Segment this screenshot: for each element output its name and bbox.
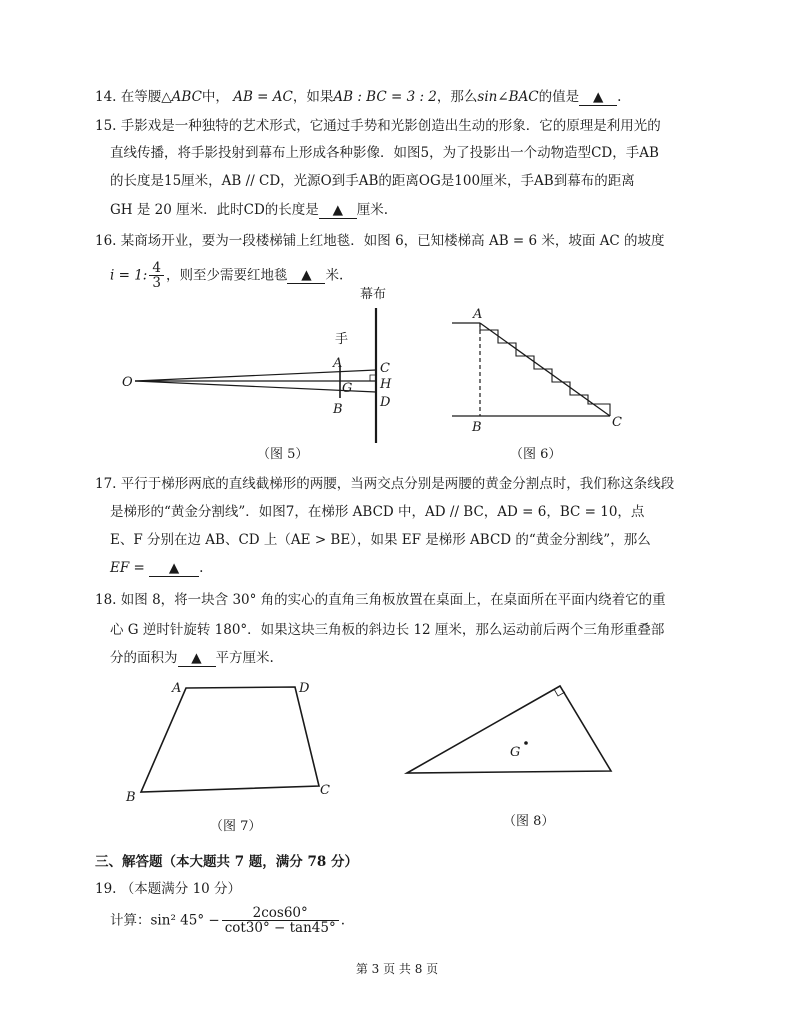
question-15-line-4 bbox=[110, 200, 388, 220]
q17-line-3: E、F 分别在边 AB、CD 上（AE > BE），如果 EF 是梯形 ABCD 的“黄金分割线”，那么 bbox=[110, 532, 651, 548]
fig6-label-a: A bbox=[473, 307, 483, 322]
question-18-line-3 bbox=[110, 648, 274, 668]
q14-text-c: ，如果 bbox=[292, 89, 334, 105]
q14-number: 14. bbox=[95, 89, 117, 105]
q15-line-1-text: 手影戏是一种独特的艺术形式，它通过手势和光影创造出生动的形象．它的原理是利用光的 bbox=[120, 118, 661, 134]
section-3-title: 三、解答题（本大题共 7 题，满分 78 分） bbox=[95, 854, 358, 870]
q14-condition-1: AB = AC bbox=[233, 89, 293, 105]
q16-line-2-text: ，则至少需要红地毯 bbox=[165, 267, 288, 284]
question-17-line-1 bbox=[95, 474, 674, 494]
question-19-expression bbox=[110, 902, 345, 939]
q18-line-3-text: 分的面积为 bbox=[110, 650, 178, 666]
q14-text-e: 的值是 bbox=[538, 89, 580, 105]
fig5-hand-label: 手 bbox=[335, 332, 349, 347]
q19-fraction bbox=[222, 906, 339, 935]
fig5-caption: （图 5） bbox=[257, 447, 309, 462]
q16-slope-label: i = 1: bbox=[110, 267, 148, 284]
fig7-trapezoid-abcd bbox=[141, 687, 319, 792]
q19-score: （本题满分 10 分） bbox=[120, 881, 242, 897]
fig6-label-c: C bbox=[612, 415, 622, 430]
q15-answer-blank: ▲ bbox=[319, 202, 357, 219]
q18-line-2: 心 G 逆时针旋转 180°．如果这块三角板的斜边长 12 厘米，那么运动前后两个三角形重叠部 bbox=[110, 622, 665, 638]
q17-number: 17. bbox=[95, 476, 117, 492]
question-14 bbox=[95, 87, 621, 107]
fig5-label-g: G bbox=[342, 381, 353, 396]
figure-8-right-triangle bbox=[400, 680, 625, 785]
q18-line-3-end: 平方厘米. bbox=[215, 650, 274, 666]
figure-6-staircase bbox=[440, 300, 640, 435]
fig8-triangle-board bbox=[407, 686, 611, 773]
q19-fraction-denominator: cot30° − tan45° bbox=[224, 920, 336, 936]
fig7-label-a: A bbox=[172, 681, 182, 696]
fig5-label-h: H bbox=[380, 377, 392, 392]
question-16-line-1 bbox=[95, 231, 665, 251]
fig5-label-b: B bbox=[333, 402, 343, 417]
q16-fraction-numerator: 4 bbox=[149, 261, 164, 276]
q15-number: 15. bbox=[95, 118, 117, 134]
question-17-line-4 bbox=[110, 558, 203, 578]
q19-prefix: 计算： bbox=[110, 912, 151, 929]
q18-answer-blank: ▲ bbox=[178, 650, 216, 667]
q14-answer-blank: ▲ bbox=[579, 89, 617, 106]
q18-line-1-text: 如图 8，将一块含 30° 角的实心的直角三角板放置在桌面上，在桌面所在平面内绕着它的重 bbox=[120, 592, 666, 608]
fig5-screen-label: 幕布 bbox=[360, 287, 387, 302]
q17-line-2: 是梯形的“黄金分割线”．如图7，在梯形 ABCD 中，AD // BC，AD = 6，BC = 10，点 bbox=[110, 504, 645, 520]
question-19-header bbox=[95, 879, 241, 899]
q19-fraction-numerator: 2cos60° bbox=[222, 906, 339, 921]
fig5-label-d: D bbox=[380, 395, 391, 410]
q14-text-d: ，那么 bbox=[436, 89, 478, 105]
fig5-label-a: A bbox=[333, 356, 343, 371]
fig8-centroid-point bbox=[524, 741, 528, 745]
q16-number: 16. bbox=[95, 233, 117, 249]
figure-7-trapezoid bbox=[120, 675, 340, 810]
q14-expression: sin∠BAC bbox=[477, 89, 539, 105]
fig7-label-c: C bbox=[320, 783, 330, 798]
fig6-caption: （图 6） bbox=[510, 447, 562, 462]
fig8-caption: （图 8） bbox=[503, 814, 555, 829]
q14-triangle: ABC bbox=[171, 89, 202, 105]
q17-line-4-end: . bbox=[199, 560, 204, 576]
q14-end: . bbox=[617, 89, 622, 105]
question-15-line-1 bbox=[95, 116, 661, 136]
q14-text-b: 中， bbox=[201, 89, 229, 105]
q16-line-1-text: 某商场开业，要为一段楼梯铺上红地毯．如图 6，已知楼梯高 AB = 6 米，坡面 AC 的坡度 bbox=[120, 233, 665, 249]
q15-line-4-end: 厘米. bbox=[356, 202, 389, 218]
q17-line-4-text: EF = bbox=[110, 560, 145, 576]
q15-line-4-text: GH 是 20 厘米．此时CD的长度是 bbox=[110, 202, 319, 218]
q19-end: . bbox=[340, 912, 346, 929]
fig7-label-d: D bbox=[299, 681, 310, 696]
fig6-label-b: B bbox=[472, 420, 482, 435]
q14-text-a: 在等腰△ bbox=[120, 89, 172, 105]
question-18-line-1 bbox=[95, 590, 666, 610]
q17-line-1-text: 平行于梯形两底的直线截梯形的两腰，当两交点分别是两腰的黄金分割点时，我们称这条线段 bbox=[120, 476, 675, 492]
q17-answer-blank: ▲ bbox=[149, 560, 199, 577]
q15-line-3: 的长度是15厘米，AB // CD，光源O到手AB的距离OG是100厘米，手AB到幕布的距离 bbox=[110, 173, 635, 189]
q16-line-2-end: 米. bbox=[325, 267, 344, 284]
fig7-label-b: B bbox=[126, 790, 136, 805]
q19-term-1: sin² 45° − bbox=[150, 912, 220, 929]
q16-answer-blank: ▲ bbox=[287, 267, 325, 284]
fig8-label-g: G bbox=[510, 745, 521, 760]
q19-number: 19. bbox=[95, 881, 117, 897]
q18-number: 18. bbox=[95, 592, 117, 608]
fig7-caption: （图 7） bbox=[210, 819, 262, 834]
q14-condition-2: AB : BC = 3 : 2 bbox=[333, 89, 437, 105]
fig5-label-c: C bbox=[380, 361, 390, 376]
figure-5-shadow-diagram bbox=[110, 280, 410, 450]
page-footer: 第 3 页 共 8 页 bbox=[355, 962, 439, 976]
q16-fraction-denominator: 3 bbox=[152, 275, 161, 291]
fig5-label-o: O bbox=[122, 375, 133, 390]
q15-line-2: 直线传播，将手影投射到幕布上形成各种影像．如图5，为了投影出一个动物造型CD，手AB bbox=[110, 145, 659, 161]
